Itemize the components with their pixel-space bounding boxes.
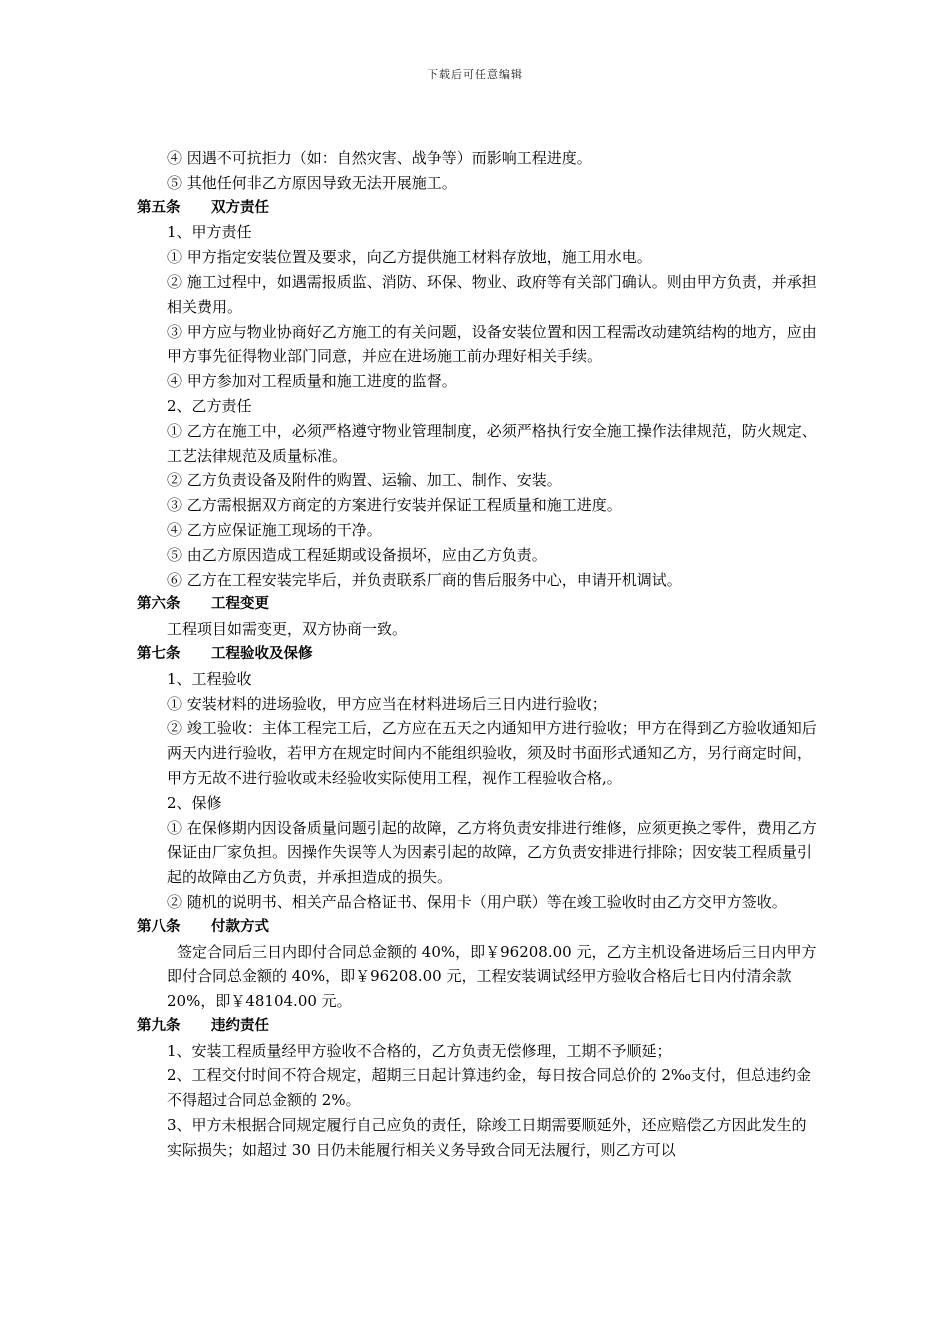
article-number: 第九条 — [137, 1017, 181, 1034]
paragraph: 2、乙方责任 — [167, 396, 252, 415]
paragraph: ① 安装材料的进场验收，甲方应当在材料进场后三日内进行验收； — [167, 694, 607, 713]
article-heading — [137, 915, 817, 940]
article-number: 第八条 — [137, 918, 181, 935]
paragraph: 签定合同后三日内即付合同总金额的 40%，即￥96208.00 元，乙方主机设备进场后三日内甲方即付合同总金额的 40%，即￥96208.00 元，工程安装调试经甲方验收合格后七日内付清余款 20%，即￥48104.00 元。 — [167, 942, 817, 1011]
page-header: 下载后可任意编辑 — [427, 68, 523, 81]
article-heading — [137, 642, 817, 667]
paragraph: ⑤ 由乙方原因造成工程延期或设备损坏，应由乙方负责。 — [167, 545, 547, 564]
paragraph: ② 乙方负责设备及附件的购置、运输、加工、制作、安装。 — [167, 471, 562, 490]
article-title: 违约责任 — [211, 1017, 269, 1034]
paragraph: 2、工程交付时间不符合规定，超期三日起计算违约金，每日按合同总价的 2‰支付，但总违约金不得超过合同总金额的 2%。 — [167, 1066, 811, 1110]
paragraph: ⑤ 其他任何非乙方原因导致无法开展施工。 — [167, 173, 457, 192]
article-number: 第六条 — [137, 596, 181, 613]
paragraph: ③ 乙方需根据双方商定的方案进行安装并保证工程质量和施工进度。 — [167, 496, 622, 515]
article-heading — [137, 1014, 817, 1039]
paragraph: ④ 因遇不可抗拒力（如：自然灾害、战争等）而影响工程进度。 — [167, 149, 592, 167]
article-title: 工程变更 — [211, 596, 269, 613]
paragraph: ② 竣工验收：主体工程完工后，乙方应在五天之内通知甲方进行验收；甲方在得到乙方验收通知后两天内进行验收，若甲方在规定时间内不能组织验收，须及时书面形式通知乙方，另行商定时间，甲方无故不进行验收或未经验收实际使用工程，视作工程验收合格,。 — [167, 719, 817, 787]
paragraph: ② 施工过程中，如遇需报质监、消防、环保、物业、政府等有关部门确认。则由甲方负责，并承担相关费用。 — [167, 272, 817, 316]
article-title: 工程验收及保修 — [211, 645, 313, 662]
paragraph: ③ 甲方应与物业协商好乙方施工的有关问题，设备安装位置和因工程需改动建筑结构的地方，应由甲方事先征得物业部门同意，并应在进场施工前办理好相关手续。 — [167, 322, 817, 366]
article-heading — [137, 592, 817, 617]
article-number: 第七条 — [137, 645, 181, 662]
paragraph: ④ 甲方参加对工程质量和施工进度的监督。 — [167, 372, 457, 391]
paragraph: 1、安装工程质量经甲方验收不合格的，乙方负责无偿修理，工期不予顺延； — [167, 1041, 672, 1060]
paragraph: ① 乙方在施工中，必须严格遵守物业管理制度，必须严格执行安全施工操作法律规范，防火规定、工艺法律规范及质量标准。 — [167, 421, 817, 465]
article-title: 付款方式 — [211, 918, 269, 935]
paragraph: 2、保修 — [167, 793, 222, 812]
paragraph: ⑥ 乙方在工程安装完毕后，并负责联系厂商的售后服务中心，申请开机调试。 — [167, 570, 682, 589]
paragraph: ① 在保修期内因设备质量问题引起的故障，乙方将负责安排进行维修，应须更换之零件，费用乙方保证由厂家负担。因操作失误等人为因素引起的故障，乙方负责安排进行排除；因安装工程质量引起的故障由乙方负责，并承担造成的损失。 — [167, 818, 817, 887]
paragraph: 1、工程验收 — [167, 669, 252, 688]
article-number: 第五条 — [137, 199, 181, 216]
paragraph: 1、甲方责任 — [167, 223, 252, 242]
paragraph: ① 甲方指定安装位置及要求，向乙方提供施工材料存放地，施工用水电。 — [167, 248, 652, 267]
paragraph: 3、甲方未根据合同规定履行自己应负的责任，除竣工日期需要顺延外，还应赔偿乙方因此发生的实际损失；如超过 30 日仍未能履行相关义务导致合同无法履行，则乙方可以 — [167, 1116, 807, 1159]
paragraph: ② 随机的说明书、相关产品合格证书、保用卡（用户联）等在竣工验收时由乙方交甲方签收。 — [167, 892, 787, 911]
paragraph: ④ 乙方应保证施工现场的干净。 — [167, 520, 382, 539]
article-heading — [137, 196, 817, 221]
article-title: 双方责任 — [211, 199, 269, 216]
paragraph: 工程项目如需变更，双方协商一致。 — [167, 620, 408, 639]
document-body — [137, 146, 817, 1161]
